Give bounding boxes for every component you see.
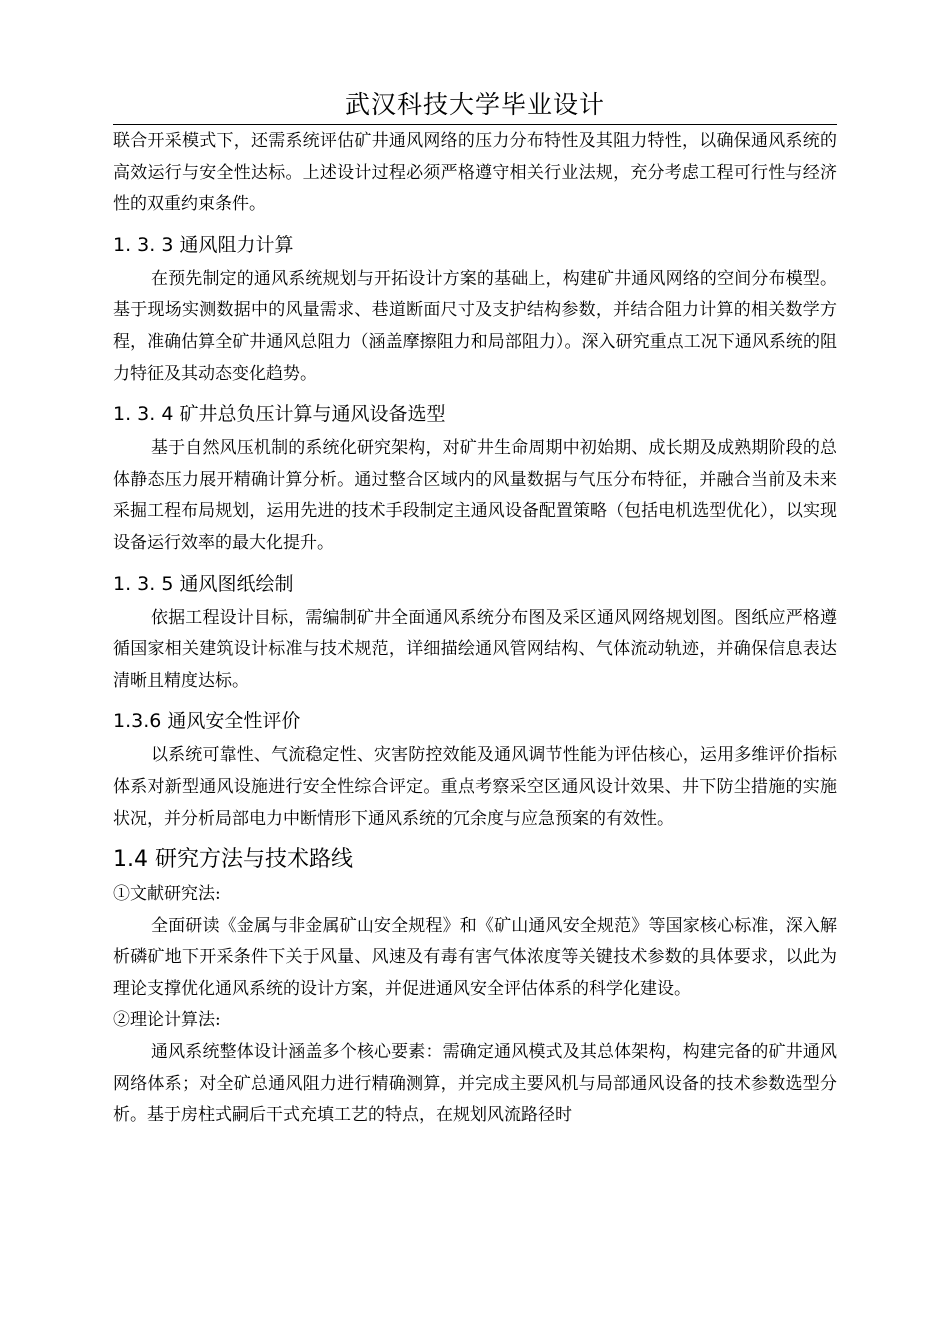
header-divider	[113, 124, 837, 125]
method-label-literature: ①文献研究法:	[113, 884, 221, 905]
method-paragraph-literature: 全面研读《金属与非金属矿山安全规程》和《矿山通风安全规范》等国家核心标准，深入解析磷矿地下开采条件下关于风量、风速及有毒有害气体浓度等关键技术参数的具体要求，以此为理论支撑优化通风系统的设计方案，并促进通风安全评估体系的科学化建设。	[113, 915, 837, 999]
section-paragraph-1-3-5: 依据工程设计目标，需编制矿井全面通风系统分布图及采区通风网络规划图。图纸应严格遵循国家相关建筑设计标准与技术规范，详细描绘通风管网结构、气体流动轨迹，并确保信息表达清晰且精度达标。	[113, 607, 837, 691]
section-heading-1-3-6: 1.3.6 通风安全性评价	[113, 710, 301, 733]
document-body	[113, 126, 837, 1132]
page-header-title: 武汉科技大学毕业设计	[344, 90, 605, 119]
method-paragraph-calculation: 通风系统整体设计涵盖多个核心要素：需确定通风模式及其总体架构，构建完备的矿井通风网络体系；对全矿总通风阻力进行精确测算，并完成主要风机与局部通风设备的技术参数选型分析。基于房柱式嗣后干式充填工艺的特点，在规划风流路径时	[113, 1042, 837, 1126]
section-heading-1-4: 1.4 研究方法与技术路线	[113, 847, 353, 873]
section-paragraph-1-3-3: 在预先制定的通风系统规划与开拓设计方案的基础上，构建矿井通风网络的空间分布模型。基于现场实测数据中的风量需求、巷道断面尺寸及支护结构参数，并结合阻力计算的相关数学方程，准确估算全矿井通风总阻力（涵盖摩擦阻力和局部阻力）。深入研究重点工况下通风系统的阻力特征及其动态变化趋势。	[113, 268, 837, 384]
section-heading-1-3-5: 1. 3. 5 通风图纸绘制	[113, 572, 294, 595]
method-label-calculation: ②理论计算法:	[113, 1010, 221, 1031]
section-heading-1-3-4: 1. 3. 4 矿井总负压计算与通风设备选型	[113, 403, 446, 426]
intro-paragraph: 联合开采模式下，还需系统评估矿井通风网络的压力分布特性及其阻力特性，以确保通风系统的高效运行与安全性达标。上述设计过程必须严格遵守相关行业法规，充分考虑工程可行性与经济性的双重约束条件。	[113, 131, 837, 215]
section-heading-1-3-3: 1. 3. 3 通风阻力计算	[113, 233, 294, 256]
section-paragraph-1-3-6: 以系统可靠性、气流稳定性、灾害防控效能及通风调节性能为评估核心，运用多维评价指标体系对新型通风设施进行安全性综合评定。重点考察采空区通风设计效果、井下防尘措施的实施状况，并分析局部电力中断情形下通风系统的冗余度与应急预案的有效性。	[113, 745, 837, 829]
section-paragraph-1-3-4: 基于自然风压机制的系统化研究架构，对矿井生命周期中初始期、成长期及成熟期阶段的总体静态压力展开精确计算分析。通过整合区域内的风量数据与气压分布特征，并融合当前及未来采掘工程布局规划，运用先进的技术手段制定主通风设备配置策略（包括电机选型优化），以实现设备运行效率的最大化提升。	[113, 438, 837, 553]
